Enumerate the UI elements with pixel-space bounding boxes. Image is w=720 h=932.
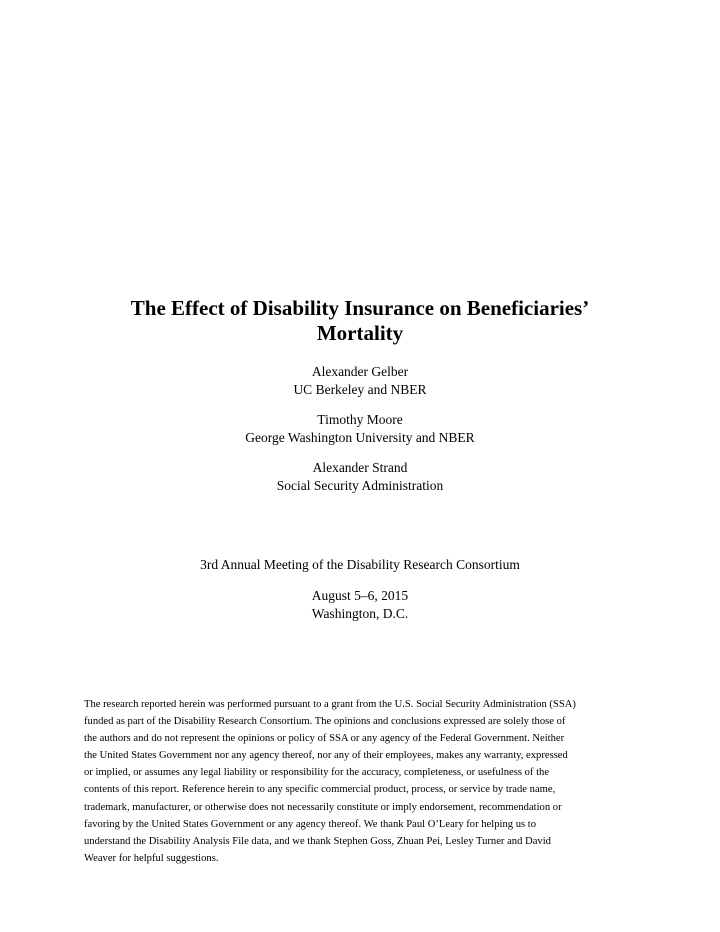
paper-title (100, 296, 620, 346)
author-affiliation: UC Berkeley and NBER (293, 382, 427, 397)
footnote-line: favoring by the United States Government or any agency thereof. We thank Paul O’Leary for helping us to (84, 818, 536, 830)
author-block (60, 363, 660, 399)
footnote-line: the authors and do not represent the opinions or policy of SSA or any agency of the Federal Government. Neither (84, 733, 565, 745)
footnote-line: Weaver for helpful suggestions. (84, 852, 219, 864)
paper-title-line-1: The Effect of Disability Insurance on Beneficiaries’ (130, 296, 590, 320)
footnote-line: The research reported herein was performed pursuant to a grant from the U.S. Social Security Administration (SSA) (84, 699, 576, 710)
author-name: Timothy Moore (317, 412, 403, 427)
footnote-line: trademark, manufacturer, or otherwise does not necessarily constitute or imply endorsement, recommendation or (84, 801, 562, 813)
author-name: Alexander Gelber (311, 364, 409, 379)
paper-title-line-2: Mortality (316, 321, 404, 345)
meeting-date-location (60, 587, 660, 623)
meeting-name: 3rd Annual Meeting of the Disability Research Consortium (200, 557, 520, 572)
footnote-line: or implied, or assumes any legal liability or responsibility for the accuracy, completeness, or usefulness of the (84, 767, 550, 779)
author-name: Alexander Strand (312, 460, 408, 475)
footnote-line: contents of this report. Reference herein to any specific commercial product, process, or service by trade name, (84, 784, 556, 796)
author-block (60, 411, 660, 447)
meeting-location: Washington, D.C. (311, 606, 409, 621)
meeting-block (60, 556, 660, 574)
footnote-line: understand the Disability Analysis File data, and we thank Stephen Goss, Zhuan Pei, Lesley Turner and David (84, 835, 551, 847)
footnote-line: funded as part of the Disability Research Consortium. The opinions and conclusions expressed are solely those of (84, 716, 566, 728)
meeting-dates: August 5–6, 2015 (311, 588, 409, 603)
disclaimer-footnote (84, 696, 644, 867)
author-block (60, 459, 660, 495)
author-affiliation: George Washington University and NBER (245, 430, 475, 445)
author-affiliation: Social Security Administration (276, 478, 444, 493)
footnote-line: the United States Government nor any agency thereof, nor any of their employees, makes any warranty, expressed (84, 750, 568, 762)
